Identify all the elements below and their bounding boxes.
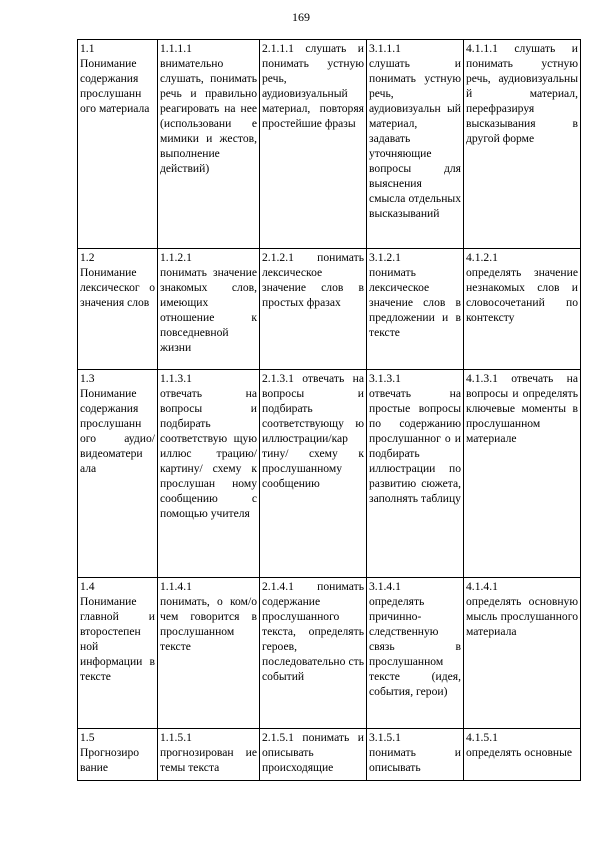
table-cell	[464, 249, 581, 370]
table-cell	[260, 578, 367, 729]
cell-text: 3.1.4.1 определять причинно-следственную связь в прослушанном тексте (идея, события, герои)	[369, 580, 461, 698]
cell-text: 3.1.3.1 отвечать на простые вопросы по содержанию прослушанног о и подбирать иллюстрации по развитию сюжета, заполнять таблицу	[369, 372, 461, 505]
cell-text: 1.1 Понимание содержания прослушанн ого материала	[80, 42, 150, 115]
cell-text: 1.2 Понимание лексическог о значения слов	[80, 251, 155, 309]
table-cell	[367, 729, 464, 781]
cell-text: 2.1.2.1 понимать лексическое значение слов в простых фразах	[262, 251, 364, 309]
cell-text: 1.1.1.1 внимательно слушать, понимать речь и правильно реагировать на нее (использовани е мимики и жестов, выполнение действий)	[160, 42, 257, 175]
cell-text: 3.1.2.1 понимать лексическое значение слов в предложении и в тексте	[369, 251, 461, 339]
table-cell	[367, 370, 464, 578]
cell-text: 2.1.3.1 отвечать на вопросы и подбирать соответствующу ю иллюстрации/кар тину/ схему к прослушанному сообщению	[262, 372, 364, 490]
cell-text: 1.4 Понимание главной и второстепен ной информации в тексте	[80, 580, 155, 683]
table-cell	[464, 40, 581, 249]
table-cell	[158, 249, 260, 370]
table-cell	[260, 40, 367, 249]
table-cell	[260, 370, 367, 578]
table-cell	[78, 249, 158, 370]
table-cell	[78, 40, 158, 249]
table-cell	[158, 578, 260, 729]
cell-text: 4.1.3.1 отвечать на вопросы и определять ключевые моменты в прослушанном материале	[466, 372, 578, 445]
cell-text: 3.1.5.1 понимать и описывать	[369, 731, 461, 774]
table-cell	[78, 729, 158, 781]
cell-text: 1.1.4.1 понимать, о ком/о чем говорится в прослушанном тексте	[160, 580, 257, 653]
table-row	[78, 370, 581, 578]
table-cell	[367, 40, 464, 249]
table-cell	[260, 729, 367, 781]
table-cell	[158, 370, 260, 578]
table-cell	[367, 249, 464, 370]
table-cell	[260, 249, 367, 370]
table-cell	[464, 578, 581, 729]
cell-text: 4.1.4.1 определять основную мысль прослушанного материала	[466, 580, 578, 638]
cell-text: 1.3 Понимание содержания прослушанн ого аудио/ видеоматери ала	[80, 372, 155, 475]
table-cell	[464, 370, 581, 578]
table-cell	[78, 370, 158, 578]
table-cell	[158, 729, 260, 781]
table-row	[78, 729, 581, 781]
cell-text: 4.1.2.1 определять значение незнакомых слов и словосочетаний по контексту	[466, 251, 578, 324]
table-cell	[367, 578, 464, 729]
cell-text: 4.1.1.1 слушать и понимать устную речь, аудиовизуальны й материал, перефразируя высказывания в другой форме	[466, 42, 578, 145]
cell-text: 2.1.4.1 понимать содержание прослушанного текста, определять героев, последовательно сть событий	[262, 580, 364, 683]
cell-text: 1.1.3.1 отвечать на вопросы и подбирать соответствую щую иллюс трацию/ картину/ схему к прослушан ному сообщению с помощью учителя	[160, 372, 257, 520]
cell-text: 3.1.1.1 слушать и понимать устную речь, аудиовизуальн ый материал, задавать уточняющие вопросы для выяснения смысла отдельных высказываний	[369, 42, 461, 220]
cell-text: 2.1.5.1 понимать и описывать происходящие	[262, 731, 364, 774]
cell-text: 2.1.1.1 слушать и понимать устную речь, аудиовизуальный материал, повторяя простейшие фразы	[262, 42, 364, 130]
cell-text: 1.1.5.1 прогнозирован ие темы текста	[160, 731, 257, 774]
table-cell	[78, 578, 158, 729]
table-row	[78, 249, 581, 370]
table-row	[78, 578, 581, 729]
cell-text: 1.1.2.1 понимать значение знакомых слов, имеющих отношение к повседневной жизни	[160, 251, 257, 354]
table-cell	[158, 40, 260, 249]
cell-text: 4.1.5.1 определять основные	[466, 731, 573, 759]
page-number: 169	[292, 10, 310, 24]
curriculum-table	[77, 39, 581, 781]
table-cell	[464, 729, 581, 781]
cell-text: 1.5 Прогнозиро вание	[80, 731, 140, 774]
table-row	[78, 40, 581, 249]
